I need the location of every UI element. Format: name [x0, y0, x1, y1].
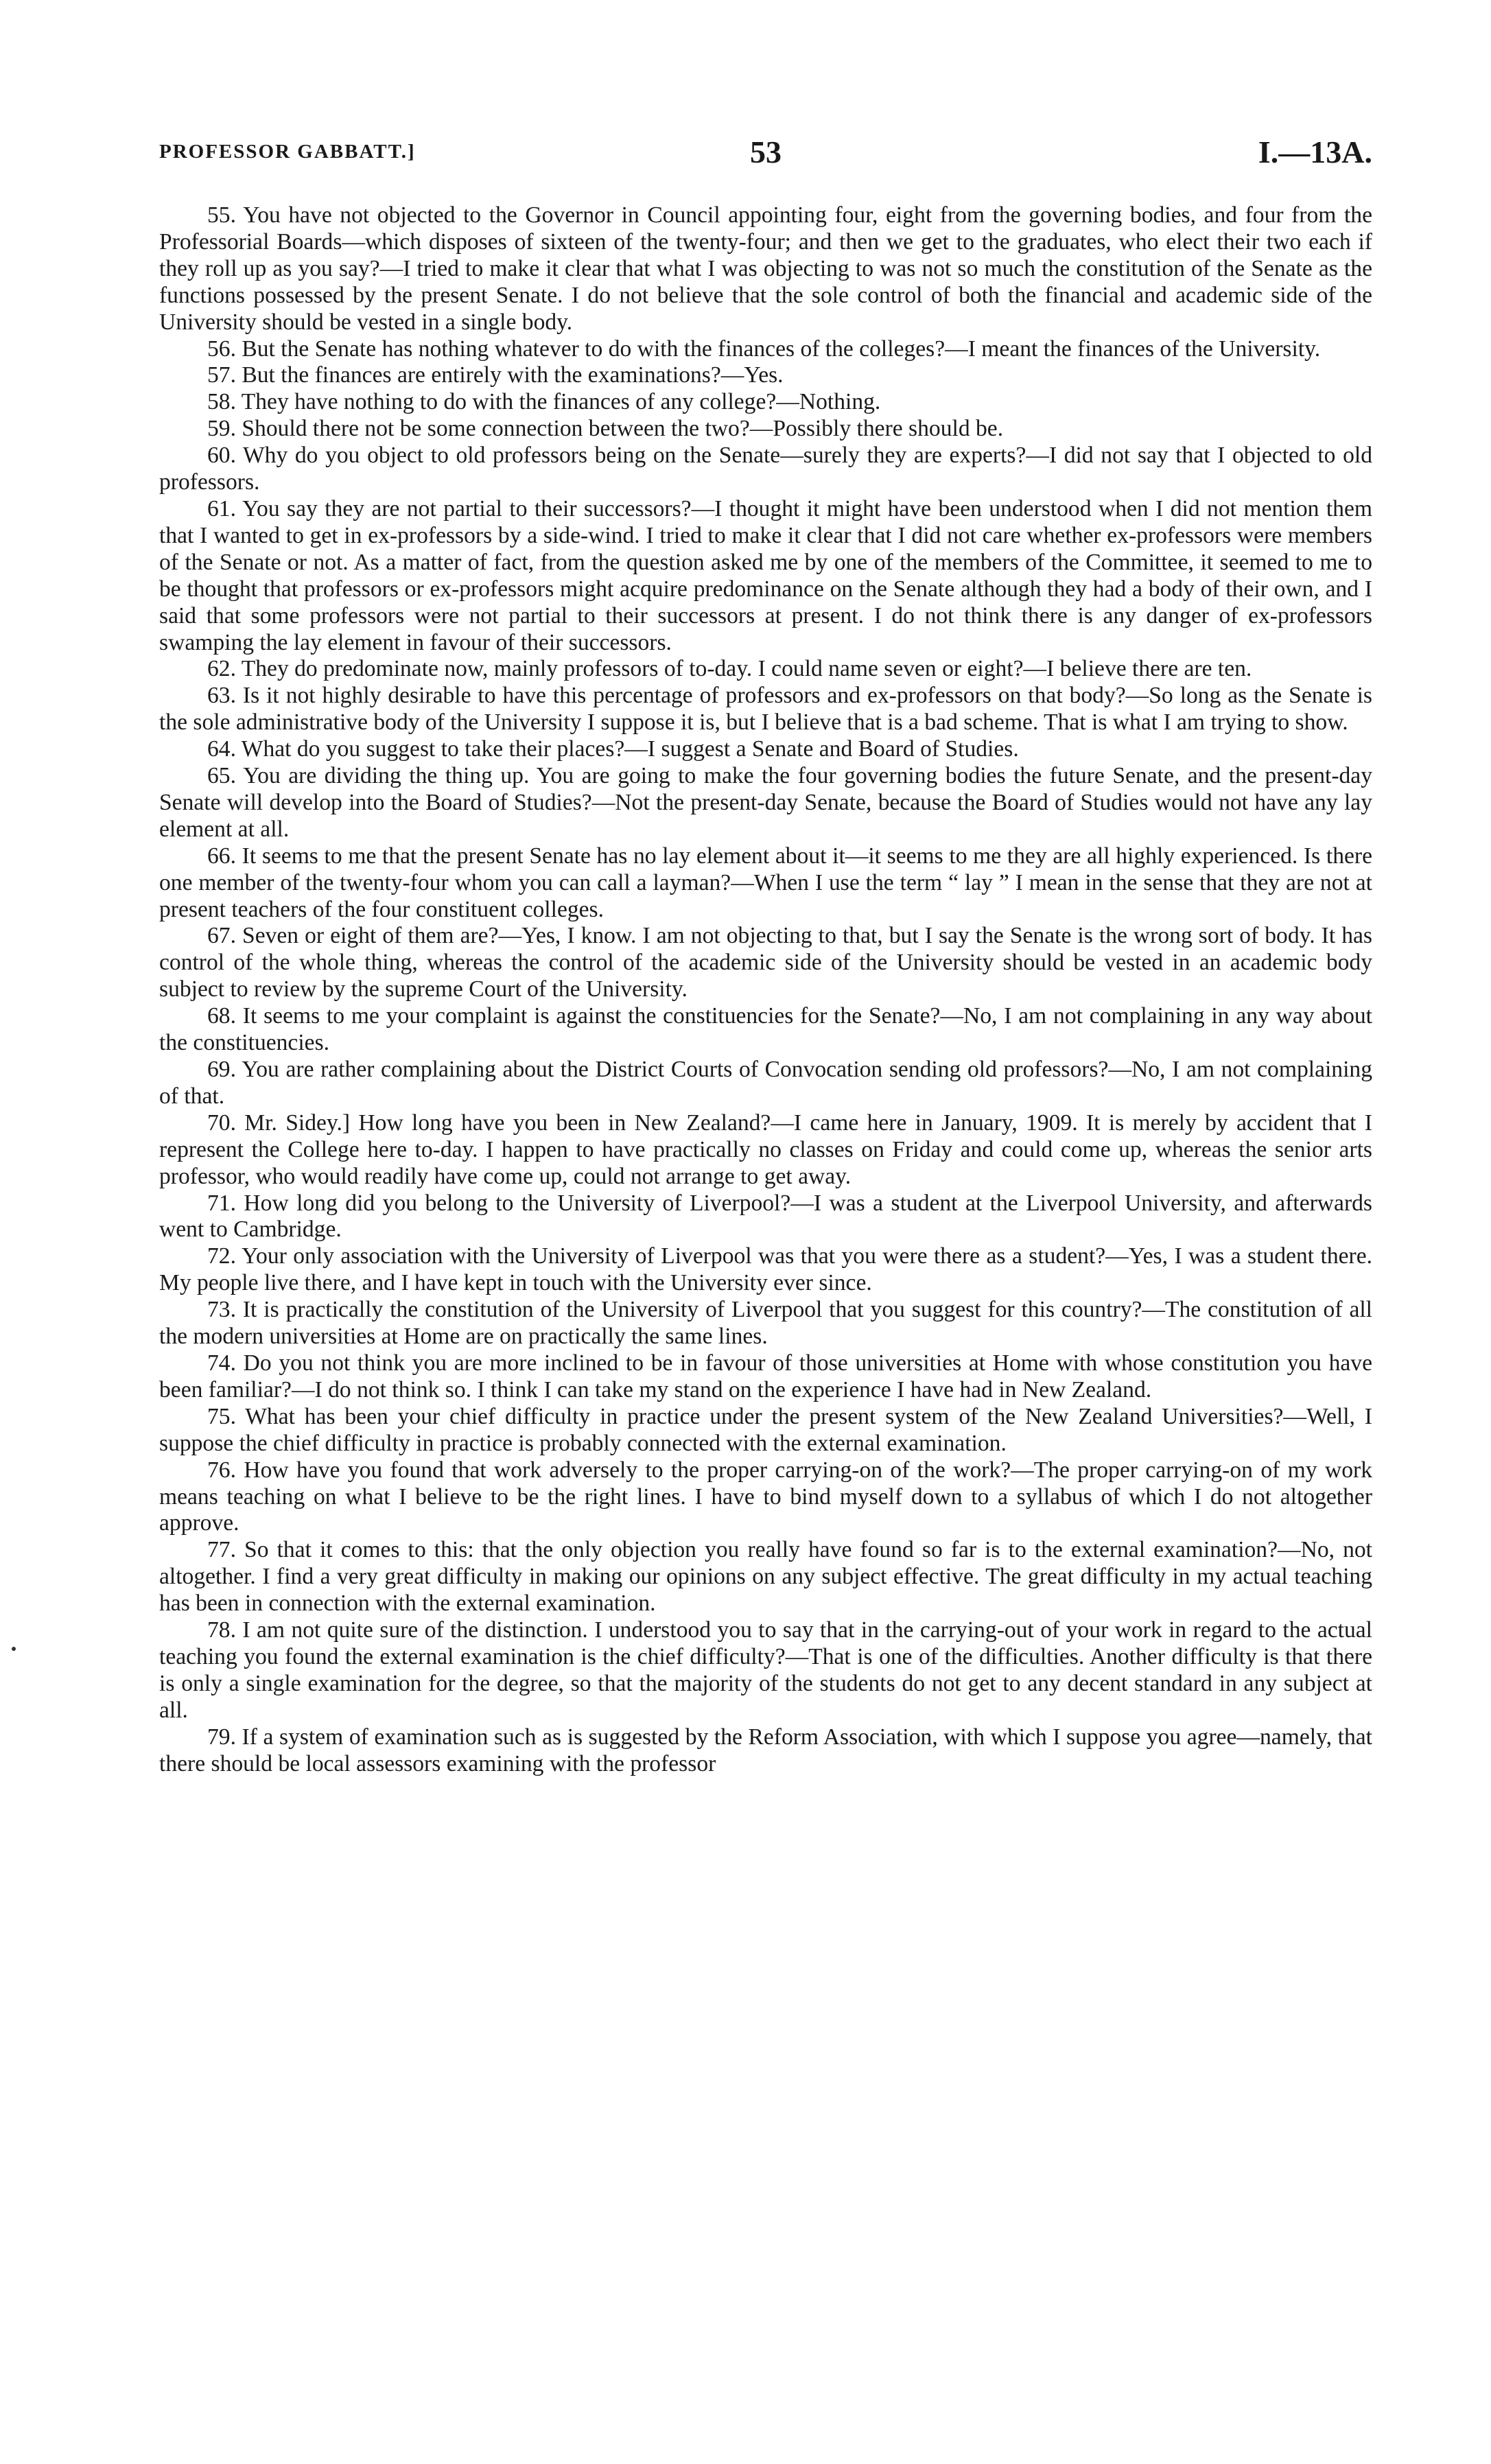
paragraph-q74: 74. Do you not think you are more inclined to be in favour of those universities at Home with whose constitution you have been familiar?—I do not think so. I think I can take my stand on the experience I have had in New Zealand. [159, 1350, 1372, 1403]
paragraph-q73: 73. It is practically the constitution of the University of Liverpool that you suggest for this country?—The constitution of all the modern universities at Home are on practically the same lines. [159, 1297, 1372, 1350]
paragraph-q58: 58. They have nothing to do with the finances of any college?—Nothing. [207, 389, 881, 415]
paragraph-q61: 61. You say they are not partial to their successors?—I thought it might have been understood when I did not mention them that I wanted to get in ex-professors by a side-wind. I tried to make it clear that I did not care whether ex-professors were members of the Senate or not. As a matter of fact, from the question asked me by one of the members of the Committee, it seemed to me to be thought that professors or ex-professors might acquire predominance on the Senate although they had a body of their own, and I said that some professors were not partial to their successors at present. I do not think there is any danger of ex-professors swamping the lay element in favour of their successors. [159, 495, 1372, 655]
paragraph-q55: 55. You have not objected to the Governor in Council appointing four, eight from the governing bodies, and four from the Professorial Boards—which disposes of sixteen of the twenty-four; and then we get to the graduates, who elect their two each if they roll up as you say?—I tried to make it clear that what I was objecting to was not so much the constitution of the Senate as the functions possessed by the present Senate. I do not believe that the sole control of both the financial and academic side of the University should be vested in a single body. [159, 202, 1372, 335]
paragraph-q56: 56. But the Senate has nothing whatever to do with the finances of the colleges?—I meant the finances of the University. [207, 336, 1321, 362]
paragraph-q66: 66. It seems to me that the present Senate has no lay element about it—it seems to me they are all highly experienced. Is there one member of the twenty-four whom you can call a layman?—When I use the term “ lay ” I mean in the sense that they are not at present teachers of the four constituent colleges. [159, 843, 1372, 922]
paragraph-q60: 60. Why do you object to old professors being on the Senate—surely they are experts?—I did not say that I objected to old professors. [159, 443, 1372, 495]
paragraph-q72: 72. Your only association with the University of Liverpool was that you were there as a student?—Yes, I was a student there. My people live there, and I have kept in touch with the University ever since. [159, 1243, 1372, 1296]
paragraph-q65: 65. You are dividing the thing up. You are going to make the four governing bodies the future Senate, and the present-day Senate will develop into the Board of Studies?—Not the present-day Senate, because the Board of Studies would not have any lay element at all. [159, 763, 1372, 842]
paragraph-q68: 68. It seems to me your complaint is against the constituencies for the Senate?—No, I am not complaining in any way about the constituencies. [159, 1003, 1372, 1056]
paragraph-q63: 63. Is it not highly desirable to have this percentage of professors and ex-professors on that body?—So long as the Senate is the sole administrative body of the University I suppose it is, but I believe that is a bad scheme. That is what I am trying to show. [159, 683, 1372, 736]
page-number: 53 [750, 134, 782, 169]
paragraph-q76: 76. How have you found that work adversely to the proper carrying-on of the work?—The proper carrying-on of my work means teaching on what I believe to be the right lines. I have to bind myself down to a syllabus of which I do not altogether approve. [159, 1457, 1372, 1536]
paragraph-q57: 57. But the finances are entirely with the examinations?—Yes. [207, 362, 784, 388]
document-reference: I.—13A. [1258, 134, 1372, 169]
paragraph-q69: 69. You are rather complaining about the District Courts of Convocation sending old professors?—No, I am not complaining of that. [159, 1057, 1372, 1109]
paragraph-q78: 78. I am not quite sure of the distinction. I understood you to say that in the carrying-out of your work in regard to the actual teaching you found the external examination is the chief difficulty?—That is one of the difficulties. Another difficulty is that there is only a single examination for the degree, so that the majority of the students do not get to any decent standard in any subject at all. [159, 1617, 1372, 1723]
paragraph-q75: 75. What has been your chief difficulty in practice under the present system of the New Zealand Universities?—Well, I suppose the chief difficulty in practice is probably connected with the external examination. [159, 1403, 1372, 1456]
paragraph-q70: 70. Mr. Sidey.] How long have you been in New Zealand?—I came here in January, 1909. It is merely by accident that I represent the College here to-day. I happen to have practically no classes on Friday and could come up, whereas the senior arts professor, who would readily have come up, could not arrange to get away. [159, 1110, 1372, 1189]
page-header [159, 134, 1372, 182]
paragraph-q59: 59. Should there not be some connection between the two?—Possibly there should be. [207, 416, 1004, 442]
margin-ink-speck [12, 1647, 16, 1651]
paragraph-q71: 71. How long did you belong to the University of Liverpool?—I was a student at the Liverpool University, and afterwards went to Cambridge. [159, 1190, 1372, 1243]
paragraph-q62: 62. They do predominate now, mainly professors of to-day. I could name seven or eight?—I believe there are ten. [207, 656, 1252, 682]
running-head-speaker: PROFESSOR GABBATT.] [159, 141, 416, 163]
paragraph-q64: 64. What do you suggest to take their places?—I suggest a Senate and Board of Studies. [207, 736, 1019, 762]
paragraph-q67: 67. Seven or eight of them are?—Yes, I know. I am not objecting to that, but I say the Senate is the wrong sort of body. It has control of the whole thing, whereas the control of the academic side of the University should be vested in an academic body subject to review by the supreme Court of the University. [159, 923, 1372, 1002]
paragraph-q79: 79. If a system of examination such as is suggested by the Reform Association, with which I suppose you agree—namely, that there should be local assessors examining with the professor [159, 1724, 1372, 1776]
testimony-body [159, 202, 1372, 1777]
paragraph-q77: 77. So that it comes to this: that the only objection you really have found so far is to the external examination?—No, not altogether. I find a very great difficulty in making our opinions on any subject effective. The great difficulty in my actual teaching has been in connection with the external examination. [159, 1537, 1372, 1617]
